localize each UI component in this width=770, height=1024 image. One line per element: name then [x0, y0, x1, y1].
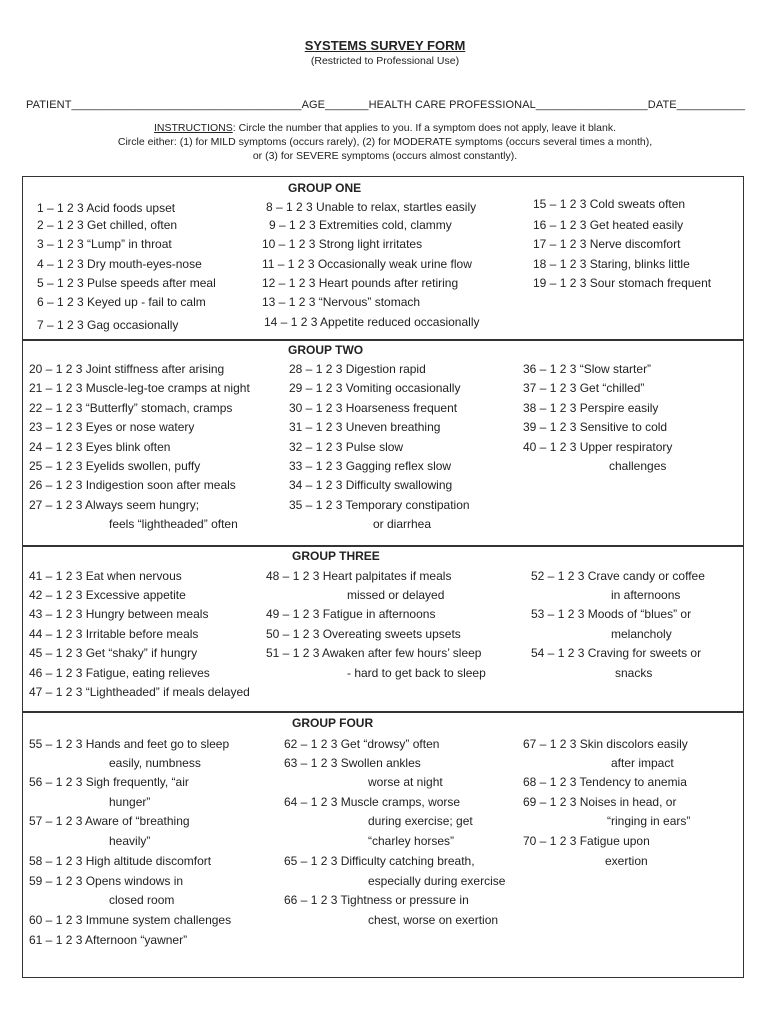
- symptom-item[interactable]: 31 – 1 2 3 Uneven breathing: [289, 420, 441, 434]
- group-one-title: GROUP ONE: [288, 181, 362, 195]
- instructions-line-3: or (3) for SEVERE symptoms (occurs almost constantly).: [252, 150, 518, 162]
- symptom-item[interactable]: 37 – 1 2 3 Get “chilled”: [523, 381, 645, 395]
- symptom-continuation: or diarrhea: [373, 517, 432, 531]
- symptom-item[interactable]: 54 – 1 2 3 Craving for sweets or: [531, 646, 702, 660]
- group-two-title: GROUP TWO: [288, 343, 364, 357]
- form-subtitle: (Restricted to Professional Use): [310, 55, 460, 67]
- form-title: SYSTEMS SURVEY FORM: [304, 38, 466, 53]
- symptom-item[interactable]: 63 – 1 2 3 Swollen ankles: [284, 756, 421, 770]
- symptom-continuation: - hard to get back to sleep: [347, 666, 486, 680]
- symptom-continuation: closed room: [109, 893, 175, 907]
- symptom-item[interactable]: 60 – 1 2 3 Immune system challenges: [29, 913, 232, 927]
- symptom-item[interactable]: 6 – 1 2 3 Keyed up - fail to calm: [37, 295, 206, 309]
- symptom-item[interactable]: 29 – 1 2 3 Vomiting occasionally: [289, 381, 461, 395]
- symptom-item[interactable]: 11 – 1 2 3 Occasionally weak urine flow: [262, 257, 472, 271]
- symptom-continuation: chest, worse on exertion: [368, 913, 499, 927]
- symptom-item[interactable]: 13 – 1 2 3 “Nervous” stomach: [262, 295, 421, 309]
- instructions-line-2: Circle either: (1) for MILD symptoms (occurs rarely), (2) for MODERATE symptoms (occurs several times a month),: [117, 136, 653, 148]
- symptom-item[interactable]: 9 – 1 2 3 Extremities cold, clammy: [269, 218, 452, 232]
- symptom-item[interactable]: 32 – 1 2 3 Pulse slow: [289, 440, 404, 454]
- symptom-item[interactable]: 62 – 1 2 3 Get “drowsy” often: [284, 737, 440, 751]
- symptom-item[interactable]: 46 – 1 2 3 Fatigue, eating relieves: [29, 666, 210, 680]
- symptom-item[interactable]: 48 – 1 2 3 Heart palpitates if meals: [266, 569, 452, 583]
- symptom-continuation: easily, numbness: [109, 756, 201, 770]
- symptom-item[interactable]: 52 – 1 2 3 Crave candy or coffee: [531, 569, 705, 583]
- symptom-item[interactable]: 14 – 1 2 3 Appetite reduced occasionally: [264, 315, 480, 329]
- symptom-item[interactable]: 55 – 1 2 3 Hands and feet go to sleep: [29, 737, 230, 751]
- symptom-continuation: heavily”: [109, 834, 151, 848]
- symptom-continuation: hunger”: [109, 795, 151, 809]
- symptom-item[interactable]: 47 – 1 2 3 “Lightheaded” if meals delayed: [29, 685, 250, 699]
- symptom-item[interactable]: 4 – 1 2 3 Dry mouth-eyes-nose: [37, 257, 202, 271]
- group-four-title: GROUP FOUR: [292, 716, 374, 730]
- symptom-item[interactable]: 1 – 1 2 3 Acid foods upset: [37, 201, 176, 215]
- symptom-item[interactable]: 41 – 1 2 3 Eat when nervous: [29, 569, 182, 583]
- symptom-item[interactable]: 42 – 1 2 3 Excessive appetite: [29, 588, 186, 602]
- symptom-item[interactable]: 28 – 1 2 3 Digestion rapid: [289, 362, 426, 376]
- instructions-text-1: : Circle the number that applies to you. If a symptom does not apply, leave it blank.: [232, 122, 616, 134]
- symptom-item[interactable]: 26 – 1 2 3 Indigestion soon after meals: [29, 478, 236, 492]
- symptom-item[interactable]: 19 – 1 2 3 Sour stomach frequent: [533, 276, 712, 290]
- symptom-item[interactable]: 16 – 1 2 3 Get heated easily: [533, 218, 684, 232]
- symptom-item[interactable]: 17 – 1 2 3 Nerve discomfort: [533, 237, 681, 251]
- symptom-item[interactable]: 58 – 1 2 3 High altitude discomfort: [29, 854, 212, 868]
- group-three-title: GROUP THREE: [292, 549, 380, 563]
- symptom-continuation: melancholy: [611, 627, 672, 641]
- symptom-item[interactable]: 44 – 1 2 3 Irritable before meals: [29, 627, 199, 641]
- symptom-item[interactable]: 49 – 1 2 3 Fatigue in afternoons: [266, 607, 436, 621]
- symptom-item[interactable]: 36 – 1 2 3 “Slow starter”: [523, 362, 652, 376]
- symptom-item[interactable]: 5 – 1 2 3 Pulse speeds after meal: [37, 276, 216, 290]
- symptom-item[interactable]: 20 – 1 2 3 Joint stiffness after arising: [29, 362, 225, 376]
- symptom-item[interactable]: 57 – 1 2 3 Aware of “breathing: [29, 814, 190, 828]
- symptom-continuation: “ringing in ears”: [607, 814, 691, 828]
- instructions-line-1: [0, 122, 770, 134]
- symptom-item[interactable]: 12 – 1 2 3 Heart pounds after retiring: [262, 276, 459, 290]
- symptom-continuation: in afternoons: [611, 588, 681, 602]
- symptom-item[interactable]: 51 – 1 2 3 Awaken after few hours’ sleep: [266, 646, 482, 660]
- symptom-item[interactable]: 23 – 1 2 3 Eyes or nose watery: [29, 420, 195, 434]
- symptom-item[interactable]: 33 – 1 2 3 Gagging reflex slow: [289, 459, 452, 473]
- symptom-continuation: missed or delayed: [347, 588, 445, 602]
- symptom-item[interactable]: 3 – 1 2 3 “Lump” in throat: [37, 237, 172, 251]
- symptom-item[interactable]: 50 – 1 2 3 Overeating sweets upsets: [266, 627, 461, 641]
- symptom-continuation: worse at night: [368, 775, 443, 789]
- symptom-item[interactable]: 35 – 1 2 3 Temporary constipation: [289, 498, 470, 512]
- symptom-item[interactable]: 15 – 1 2 3 Cold sweats often: [533, 197, 686, 211]
- symptom-item[interactable]: 43 – 1 2 3 Hungry between meals: [29, 607, 209, 621]
- symptom-item[interactable]: 66 – 1 2 3 Tightness or pressure in: [284, 893, 469, 907]
- symptom-item[interactable]: 40 – 1 2 3 Upper respiratory: [523, 440, 673, 454]
- symptom-item[interactable]: 8 – 1 2 3 Unable to relax, startles easily: [266, 200, 477, 214]
- symptom-continuation: after impact: [611, 756, 674, 770]
- patient-info-line[interactable]: PATIENT_____________________________________AGE_______HEALTH CARE PROFESSIONAL__________________DATE___________: [26, 99, 746, 111]
- symptom-item[interactable]: 39 – 1 2 3 Sensitive to cold: [523, 420, 668, 434]
- symptom-item[interactable]: 7 – 1 2 3 Gag occasionally: [37, 318, 179, 332]
- symptom-item[interactable]: 53 – 1 2 3 Moods of “blues” or: [531, 607, 692, 621]
- symptom-item[interactable]: 10 – 1 2 3 Strong light irritates: [262, 237, 423, 251]
- symptom-item[interactable]: 67 – 1 2 3 Skin discolors easily: [523, 737, 688, 751]
- symptom-continuation: during exercise; get: [368, 814, 473, 828]
- symptom-item[interactable]: 24 – 1 2 3 Eyes blink often: [29, 440, 171, 454]
- symptom-item[interactable]: 22 – 1 2 3 “Butterfly” stomach, cramps: [29, 401, 233, 415]
- symptom-continuation: exertion: [605, 854, 648, 868]
- symptom-item[interactable]: 2 – 1 2 3 Get chilled, often: [37, 218, 178, 232]
- symptom-item[interactable]: 56 – 1 2 3 Sigh frequently, “air: [29, 775, 189, 789]
- symptom-continuation: especially during exercise: [368, 874, 506, 888]
- symptom-continuation: challenges: [609, 459, 667, 473]
- symptom-item[interactable]: 69 – 1 2 3 Noises in head, or: [523, 795, 677, 809]
- symptom-item[interactable]: 38 – 1 2 3 Perspire easily: [523, 401, 659, 415]
- symptom-item[interactable]: 64 – 1 2 3 Muscle cramps, worse: [284, 795, 461, 809]
- symptom-item[interactable]: 25 – 1 2 3 Eyelids swollen, puffy: [29, 459, 201, 473]
- symptom-item[interactable]: 70 – 1 2 3 Fatigue upon: [523, 834, 650, 848]
- symptom-item[interactable]: 34 – 1 2 3 Difficulty swallowing: [289, 478, 453, 492]
- symptom-item[interactable]: 30 – 1 2 3 Hoarseness frequent: [289, 401, 458, 415]
- instructions-label: INSTRUCTIONS: [153, 122, 233, 134]
- symptom-item[interactable]: 45 – 1 2 3 Get “shaky” if hungry: [29, 646, 198, 660]
- symptom-continuation: snacks: [615, 666, 653, 680]
- symptom-continuation: feels “lightheaded” often: [109, 517, 238, 531]
- symptom-continuation: “charley horses”: [368, 834, 455, 848]
- symptom-item[interactable]: 18 – 1 2 3 Staring, blinks little: [533, 257, 690, 271]
- symptom-item[interactable]: 61 – 1 2 3 Afternoon “yawner”: [29, 933, 188, 947]
- symptom-item[interactable]: 21 – 1 2 3 Muscle-leg-toe cramps at night: [29, 381, 250, 395]
- symptom-item[interactable]: 65 – 1 2 3 Difficulty catching breath,: [284, 854, 475, 868]
- symptom-item[interactable]: 59 – 1 2 3 Opens windows in: [29, 874, 184, 888]
- symptom-item[interactable]: 27 – 1 2 3 Always seem hungry;: [29, 498, 200, 512]
- symptom-item[interactable]: 68 – 1 2 3 Tendency to anemia: [523, 775, 687, 789]
